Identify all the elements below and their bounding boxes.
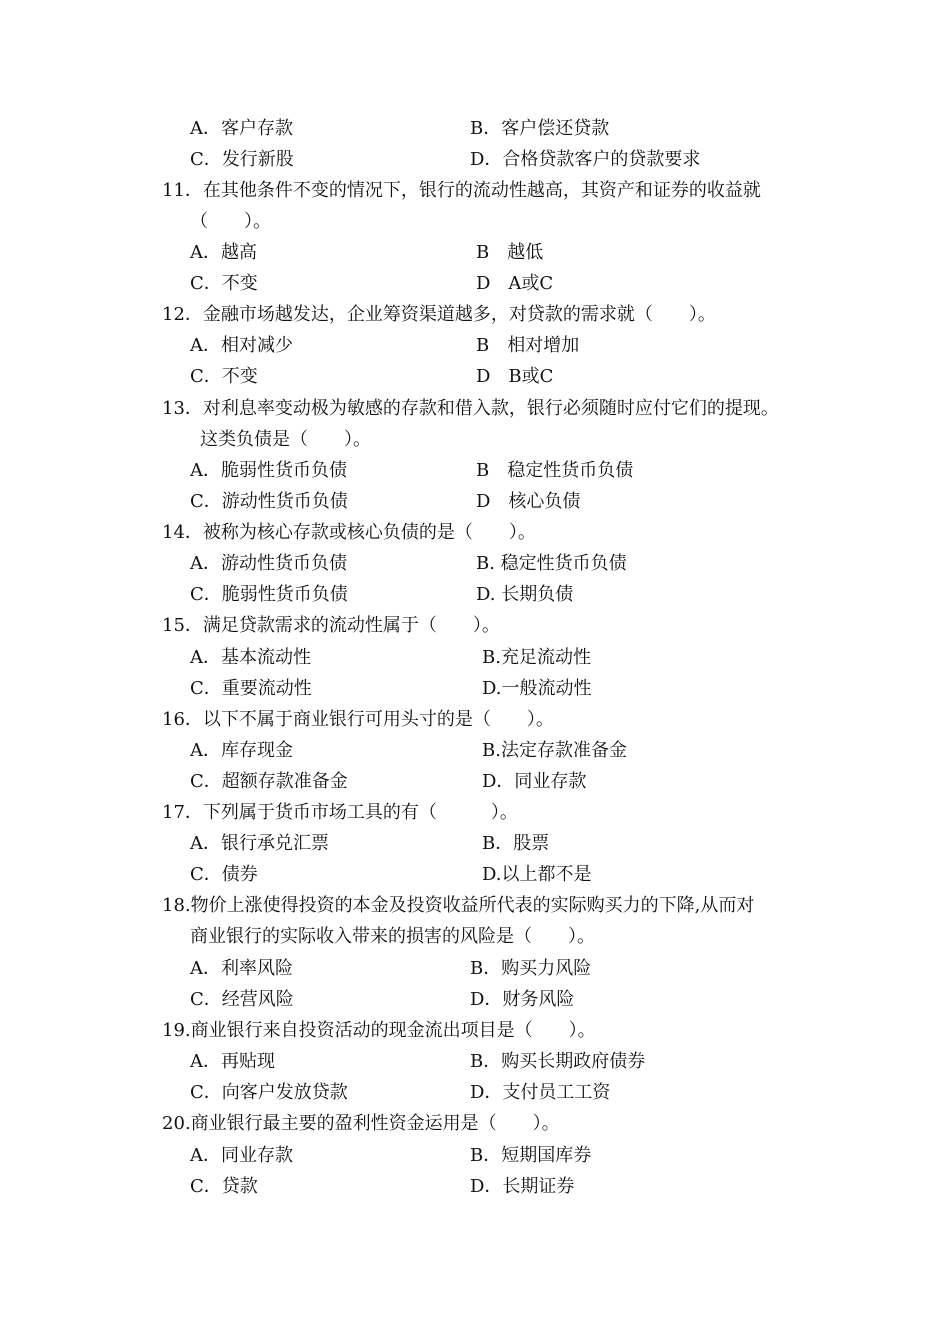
q12-text: 12．金融市场越发达，企业筹资渠道越多，对贷款的需求就（ ）。	[162, 304, 716, 325]
q12-option-c: C．不变	[190, 366, 258, 387]
q17-option-d: D.以上都不是	[482, 864, 592, 885]
q17-option-b: B．股票	[482, 833, 550, 854]
q16-option-a: A．库存现金	[190, 740, 293, 761]
q18-option-c: C．经营风险	[190, 989, 294, 1010]
q20-option-c: C．贷款	[190, 1176, 258, 1197]
q17-text: 17．下列属于货币市场工具的有（ ）。	[162, 802, 518, 823]
q12-option-d: D B或C	[476, 366, 554, 387]
q12-option-a: A．相对减少	[190, 335, 293, 356]
q10-option-b: B．客户偿还贷款	[470, 118, 610, 139]
q20-option-b: B．短期国库券	[470, 1145, 592, 1166]
q10-option-d: D．合格贷款客户的贷款要求	[470, 149, 701, 170]
q11-option-b: B 越低	[476, 242, 544, 263]
q20-option-a: A．同业存款	[190, 1145, 293, 1166]
q19-option-b: B．购买长期政府债券	[470, 1051, 646, 1072]
q18-option-d: D．财务风险	[470, 989, 575, 1010]
q18-option-a: A．利率风险	[190, 958, 293, 979]
q11-option-c: C．不变	[190, 273, 258, 294]
q17-option-c: C．债券	[190, 864, 258, 885]
q14-option-a: A．游动性货币负债	[190, 553, 347, 574]
q18-text: 18.物价上涨使得投资的本金及投资收益所代表的实际购买力的下降,从而对	[162, 895, 755, 916]
q13-text: 13．对利息率变动极为敏感的存款和借入款，银行必须随时应付它们的提现。	[162, 398, 779, 419]
q15-text: 15．满足贷款需求的流动性属于（ ）。	[162, 615, 500, 636]
q13-option-a: A．脆弱性货币负债	[190, 460, 347, 481]
q11-option-d: D A或C	[476, 273, 554, 294]
q11-text-cont: （ ）。	[190, 211, 271, 232]
q15-option-a: A．基本流动性	[190, 647, 311, 668]
q14-option-d: D. 长期负债	[476, 584, 574, 605]
q11-text: 11．在其他条件不变的情况下，银行的流动性越高，其资产和证券的收益就	[162, 180, 761, 201]
q10-option-a: A．客户存款	[190, 118, 293, 139]
q13-text-cont: 这类负债是（ ）。	[200, 429, 371, 450]
q18-text-cont: 商业银行的实际收入带来的损害的风险是（ ）。	[190, 926, 595, 947]
q12-option-b: B 相对增加	[476, 335, 580, 356]
q14-text: 14．被称为核心存款或核心负债的是（ ）。	[162, 522, 536, 543]
q13-option-b: B 稳定性货币负债	[476, 460, 634, 481]
q19-text: 19.商业银行来自投资活动的现金流出项目是（ ）。	[162, 1020, 596, 1041]
q15-option-c: C．重要流动性	[190, 678, 312, 699]
q19-option-c: C．向客户发放贷款	[190, 1082, 348, 1103]
q13-option-c: C．游动性货币负债	[190, 491, 348, 512]
q16-option-b: B.法定存款准备金	[482, 740, 627, 761]
q14-option-c: C．脆弱性货币负债	[190, 584, 348, 605]
q16-option-c: C．超额存款准备金	[190, 771, 348, 792]
q18-option-b: B．购买力风险	[470, 958, 592, 979]
q14-option-b: B. 稳定性货币负债	[476, 553, 627, 574]
q20-option-d: D．长期证券	[470, 1176, 575, 1197]
q17-option-a: A．银行承兑汇票	[190, 833, 329, 854]
q15-option-b: B.充足流动性	[482, 647, 591, 668]
q19-option-d: D．支付员工工资	[470, 1082, 611, 1103]
q10-option-c: C．发行新股	[190, 149, 294, 170]
q13-option-d: D 核心负债	[476, 491, 581, 512]
q16-text: 16．以下不属于商业银行可用头寸的是（ ）。	[162, 709, 554, 730]
q11-option-a: A．越高	[190, 242, 257, 263]
q19-option-a: A．再贴现	[190, 1051, 275, 1072]
q15-option-d: D.一般流动性	[482, 678, 592, 699]
q16-option-d: D．同业存款	[482, 771, 587, 792]
q20-text: 20.商业银行最主要的盈利性资金运用是（ ）。	[162, 1113, 560, 1134]
